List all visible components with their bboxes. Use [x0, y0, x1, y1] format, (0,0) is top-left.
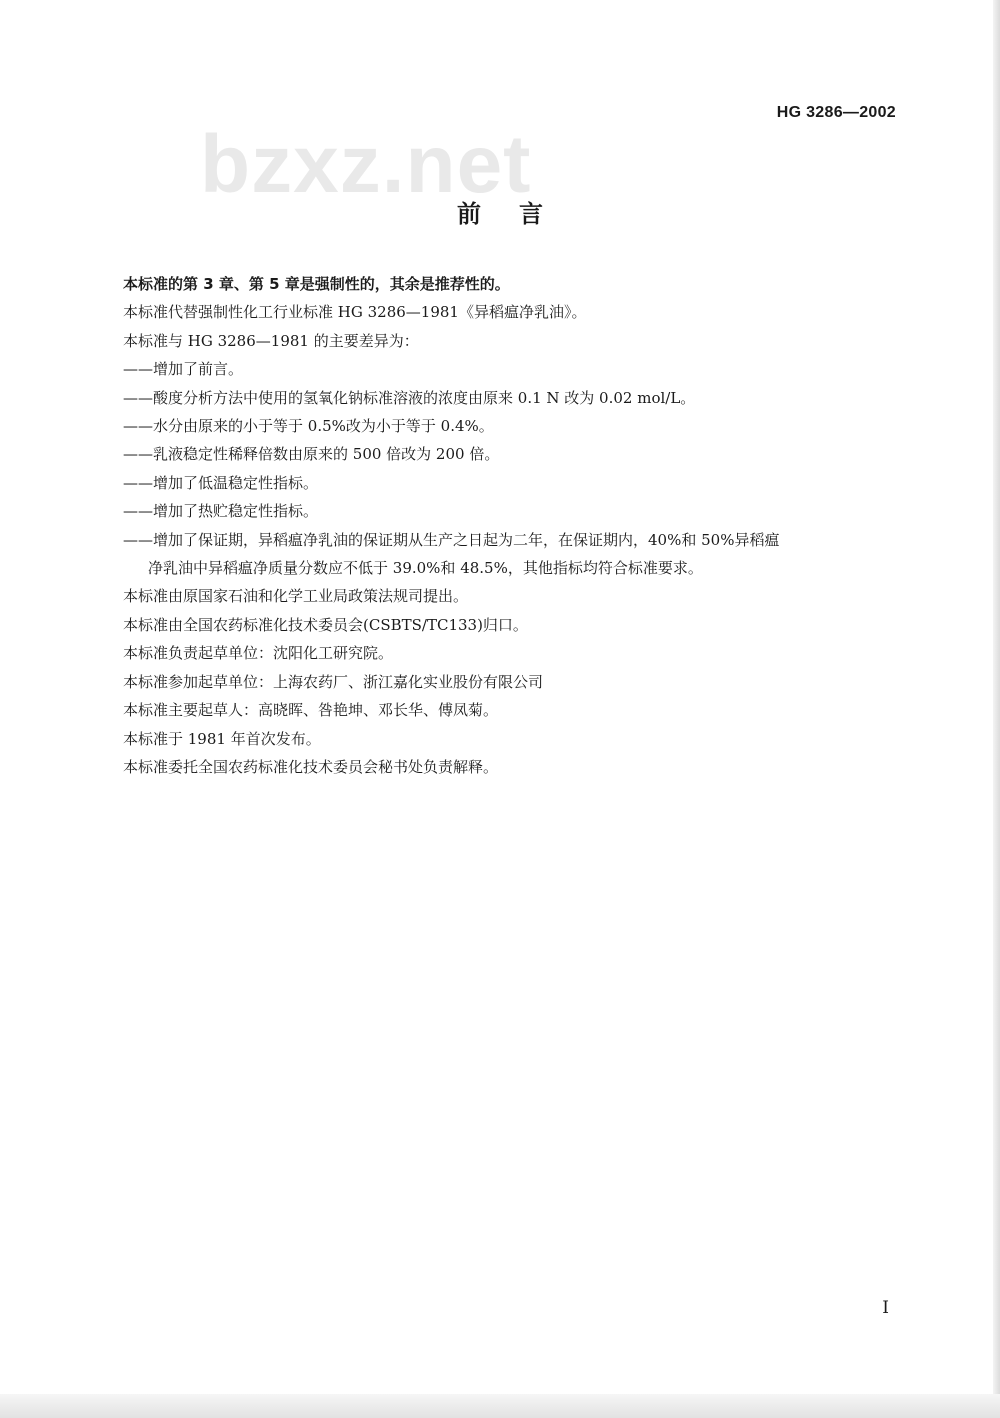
standard-number: HG 3286—2002: [776, 104, 896, 121]
page-edge-bottom: [0, 1394, 1000, 1418]
replacement-statement: 本标准代替强制性化工行业标准 HG 3286—1981《异稻瘟净乳油》。: [123, 303, 587, 322]
first-release-statement: 本标准于 1981 年首次发布。: [123, 729, 321, 748]
difference-item: ——酸度分析方法中使用的氢氧化钠标准溶液的浓度由原来 0.1 N 改为 0.02 mol/L。: [123, 388, 696, 407]
page-number: I: [882, 1298, 889, 1318]
proposer-statement: 本标准由原国家石油和化学工业局政策法规司提出。: [123, 587, 469, 606]
page-title: 前言: [457, 200, 581, 228]
difference-item: ——增加了低温稳定性指标。: [123, 473, 319, 492]
technical-committee-statement: 本标准由全国农药标准化技术委员会(CSBTS/TC133)归口。: [123, 615, 528, 634]
differences-intro: 本标准与 HG 3286—1981 的主要差异为：: [123, 331, 419, 350]
interpretation-statement: 本标准委托全国农药标准化技术委员会秘书处负责解释。: [123, 757, 499, 776]
watermark: bzxz.net: [200, 119, 532, 210]
difference-item: ——增加了前言。: [123, 360, 244, 379]
drafters-statement: 本标准主要起草人：高晓晖、咎艳坤、邓长华、傅凤菊。: [123, 701, 499, 720]
difference-item: ——乳液稳定性稀释倍数由原来的 500 倍改为 200 倍。: [123, 445, 500, 464]
participating-units-statement: 本标准参加起草单位：上海农药厂、浙江嘉化实业股份有限公司: [123, 672, 544, 691]
foreword-body: [123, 270, 903, 781]
difference-item: ——增加了保证期，异稻瘟净乳油的保证期从生产之日起为二年，在保证期内，40%和 50%异稻瘟: [123, 530, 780, 549]
page-edge-right: [993, 0, 1000, 1418]
mandatory-chapters-statement: 本标准的第 3 章、第 5 章是强制性的，其余是推荐性的。: [123, 275, 510, 293]
difference-item-continuation: 净乳油中异稻瘟净质量分数应不低于 39.0%和 48.5%，其他指标均符合标准要求。: [148, 559, 703, 578]
drafting-unit-statement: 本标准负责起草单位：沈阳化工研究院。: [123, 644, 394, 663]
difference-item: ——水分由原来的小于等于 0.5%改为小于等于 0.4%。: [123, 417, 494, 436]
difference-item: ——增加了热贮稳定性指标。: [123, 502, 319, 521]
